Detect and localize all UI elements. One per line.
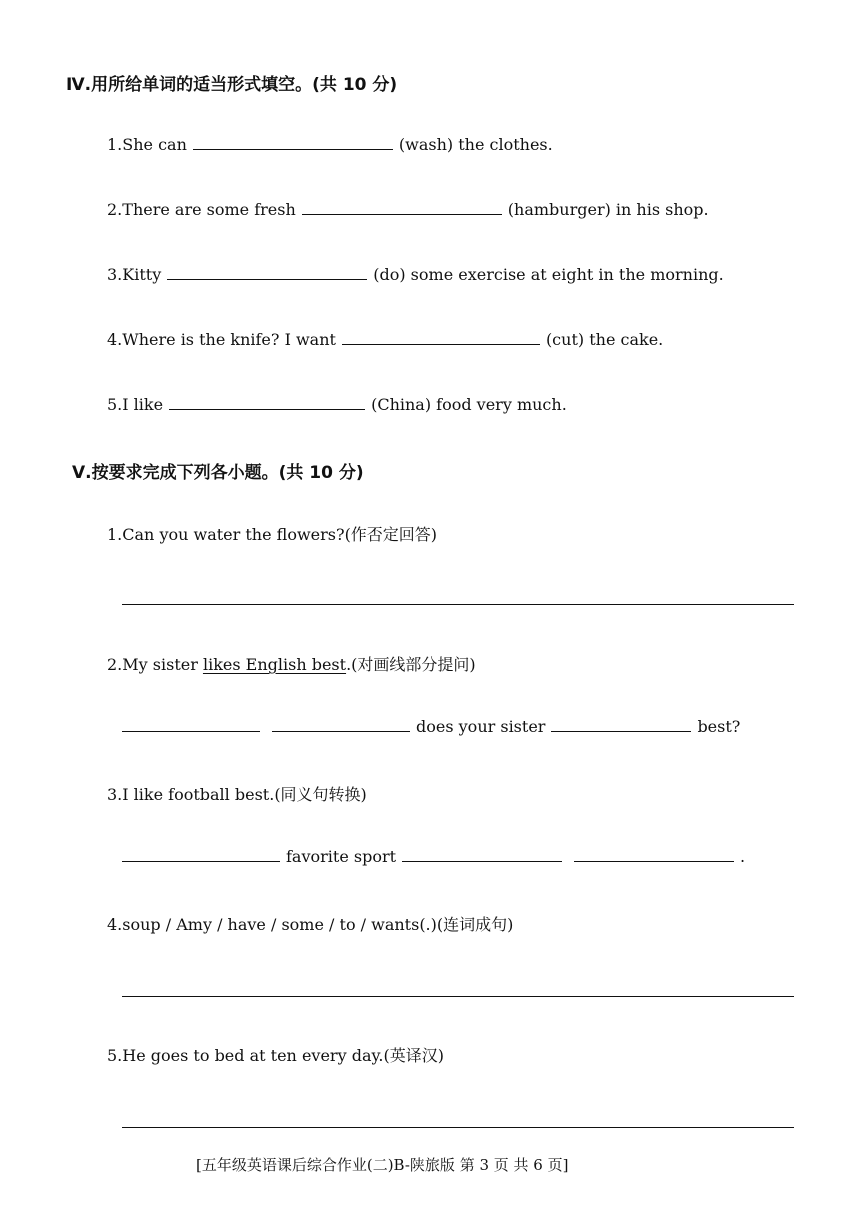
answer-blank-5[interactable] xyxy=(169,395,365,410)
answer-blank-1[interactable] xyxy=(193,135,393,150)
fill-item-1-text: 1.She can xyxy=(107,135,187,154)
fill-item-2-hint: (hamburger) in his shop. xyxy=(507,200,709,219)
section-5-title: Ⅴ.按要求完成下列各小题。(共 10 分) xyxy=(72,463,364,483)
task-5-prompt: 5.He goes to bed at ten every day.(英译汉) xyxy=(107,1046,444,1065)
fill-item-4-text: 4.Where is the knife? I want xyxy=(107,330,336,349)
task-3-blank-2[interactable] xyxy=(402,847,562,862)
task-1-answer-line[interactable] xyxy=(122,604,794,605)
answer-blank-4[interactable] xyxy=(342,330,540,345)
task-2-instruction: .(对画线部分提问) xyxy=(346,655,476,674)
task-4-prompt: 4.soup / Amy / have / some / to / wants(.)(连词成句) xyxy=(107,915,514,934)
task-2-prompt xyxy=(107,652,476,675)
fill-item-1 xyxy=(107,135,553,154)
fill-item-3-hint: (do) some exercise at eight in the morning. xyxy=(373,265,724,284)
fill-item-5-text: 5.I like xyxy=(107,395,164,414)
fill-item-3 xyxy=(107,265,724,284)
task-3-blank-1[interactable] xyxy=(122,847,280,862)
answer-blank-3[interactable] xyxy=(167,265,367,280)
task-2-underlined-part: likes English best xyxy=(202,655,347,674)
fill-item-4 xyxy=(107,330,663,349)
fill-item-2 xyxy=(107,200,709,219)
task-3-blank-3[interactable] xyxy=(574,847,734,862)
task-3-answer-row xyxy=(122,847,745,866)
task-2-answer-row xyxy=(122,717,740,736)
answer-blank-2[interactable] xyxy=(302,200,502,215)
task-1-prompt: 1.Can you water the flowers?(作否定回答) xyxy=(107,525,438,544)
task-2-answer-mid: does your sister xyxy=(416,717,546,736)
fill-item-4-hint: (cut) the cake. xyxy=(545,330,664,349)
fill-item-2-text: 2.There are some fresh xyxy=(107,200,296,219)
fill-item-5 xyxy=(107,395,567,414)
fill-item-3-text: 3.Kitty xyxy=(107,265,162,284)
task-3-answer-mid: favorite sport xyxy=(286,847,397,866)
task-4-answer-line[interactable] xyxy=(122,996,794,997)
task-2-blank-3[interactable] xyxy=(551,717,691,732)
task-2-answer-end: best? xyxy=(697,717,741,736)
task-5-answer-line[interactable] xyxy=(122,1127,794,1128)
section-4-title: Ⅳ.用所给单词的适当形式填空。(共 10 分) xyxy=(66,75,398,95)
task-2-text: 2.My sister xyxy=(107,655,203,674)
fill-item-5-hint: (China) food very much. xyxy=(371,395,567,414)
page-footer: [五年级英语课后综合作业(二)B-陕旅版 第 3 页 共 6 页] xyxy=(196,1156,569,1174)
task-3-prompt: 3.I like football best.(同义句转换) xyxy=(107,785,367,804)
fill-item-1-hint: (wash) the clothes. xyxy=(398,135,553,154)
task-2-blank-2[interactable] xyxy=(272,717,410,732)
task-2-blank-1[interactable] xyxy=(122,717,260,732)
task-3-answer-end: . xyxy=(740,847,746,866)
